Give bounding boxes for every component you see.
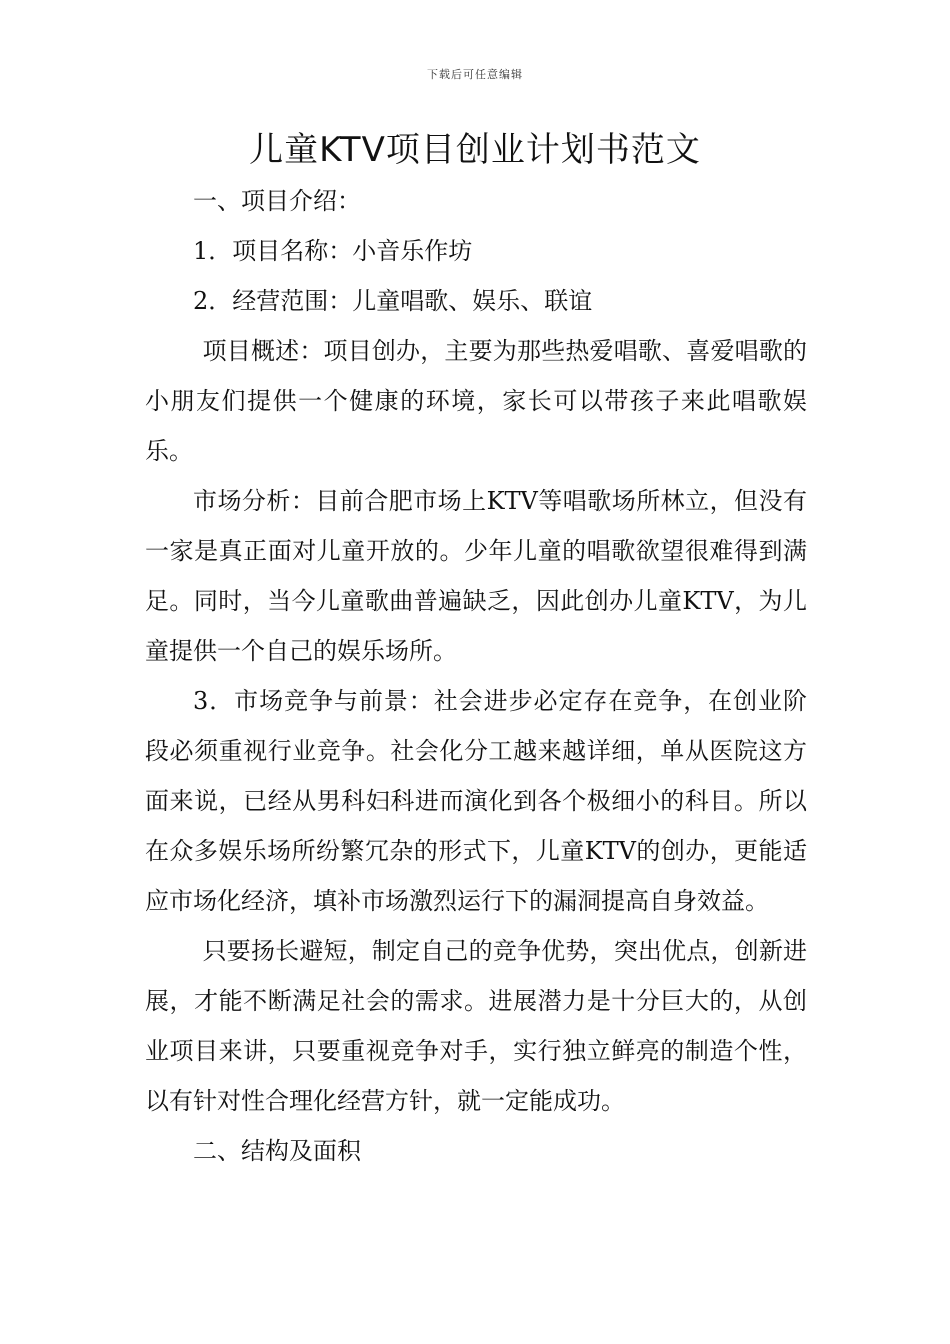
- paragraph-market-competition: 3．市场竞争与前景：社会进步必定存在竞争，在创业阶段必须重视行业竞争。社会化分工越来越详细，单从医院这方面来说，已经从男科妇科进而演化到各个极细小的科目。所以在众多娱乐场所纷繁冗杂的形式下，儿童KTV的创办，更能适应市场化经济，填补市场激烈运行下的漏洞提高自身效益。: [145, 687, 807, 915]
- paragraph-development-outlook: 只要扬长避短，制定自己的竞争优势，突出优点，创新进展，才能不断满足社会的需求。进展潜力是十分巨大的，从创业项目来讲，只要重视竞争对手，实行独立鲜亮的制造个性，以有针对性合理化经营方针，就一定能成功。: [145, 937, 807, 1115]
- document-title: 儿童KTV项目创业计划书范文: [249, 130, 701, 170]
- paragraph-project-overview: 项目概述：项目创办，主要为那些热爱唱歌、喜爱唱歌的小朋友们提供一个健康的环境，家长可以带孩子来此唱歌娱乐。: [145, 337, 807, 465]
- section-heading-structure-area: 二、结构及面积: [193, 1137, 361, 1165]
- section-heading-project-intro: 一、项目介绍：: [193, 187, 361, 215]
- paragraph-project-name: 1．项目名称：小音乐作坊: [193, 237, 473, 265]
- header-note: 下载后可任意编辑: [427, 68, 523, 81]
- paragraph-market-analysis: 市场分析：目前合肥市场上KTV等唱歌场所林立，但没有一家是真正面对儿童开放的。少年儿童的唱歌欲望很难得到满足。同时，当今儿童歌曲普遍缺乏，因此创办儿童KTV，为儿童提供一个自己的娱乐场所。: [145, 487, 807, 665]
- document-body: [145, 176, 807, 1176]
- paragraph-business-scope: 2．经营范围：儿童唱歌、娱乐、联谊: [193, 287, 593, 315]
